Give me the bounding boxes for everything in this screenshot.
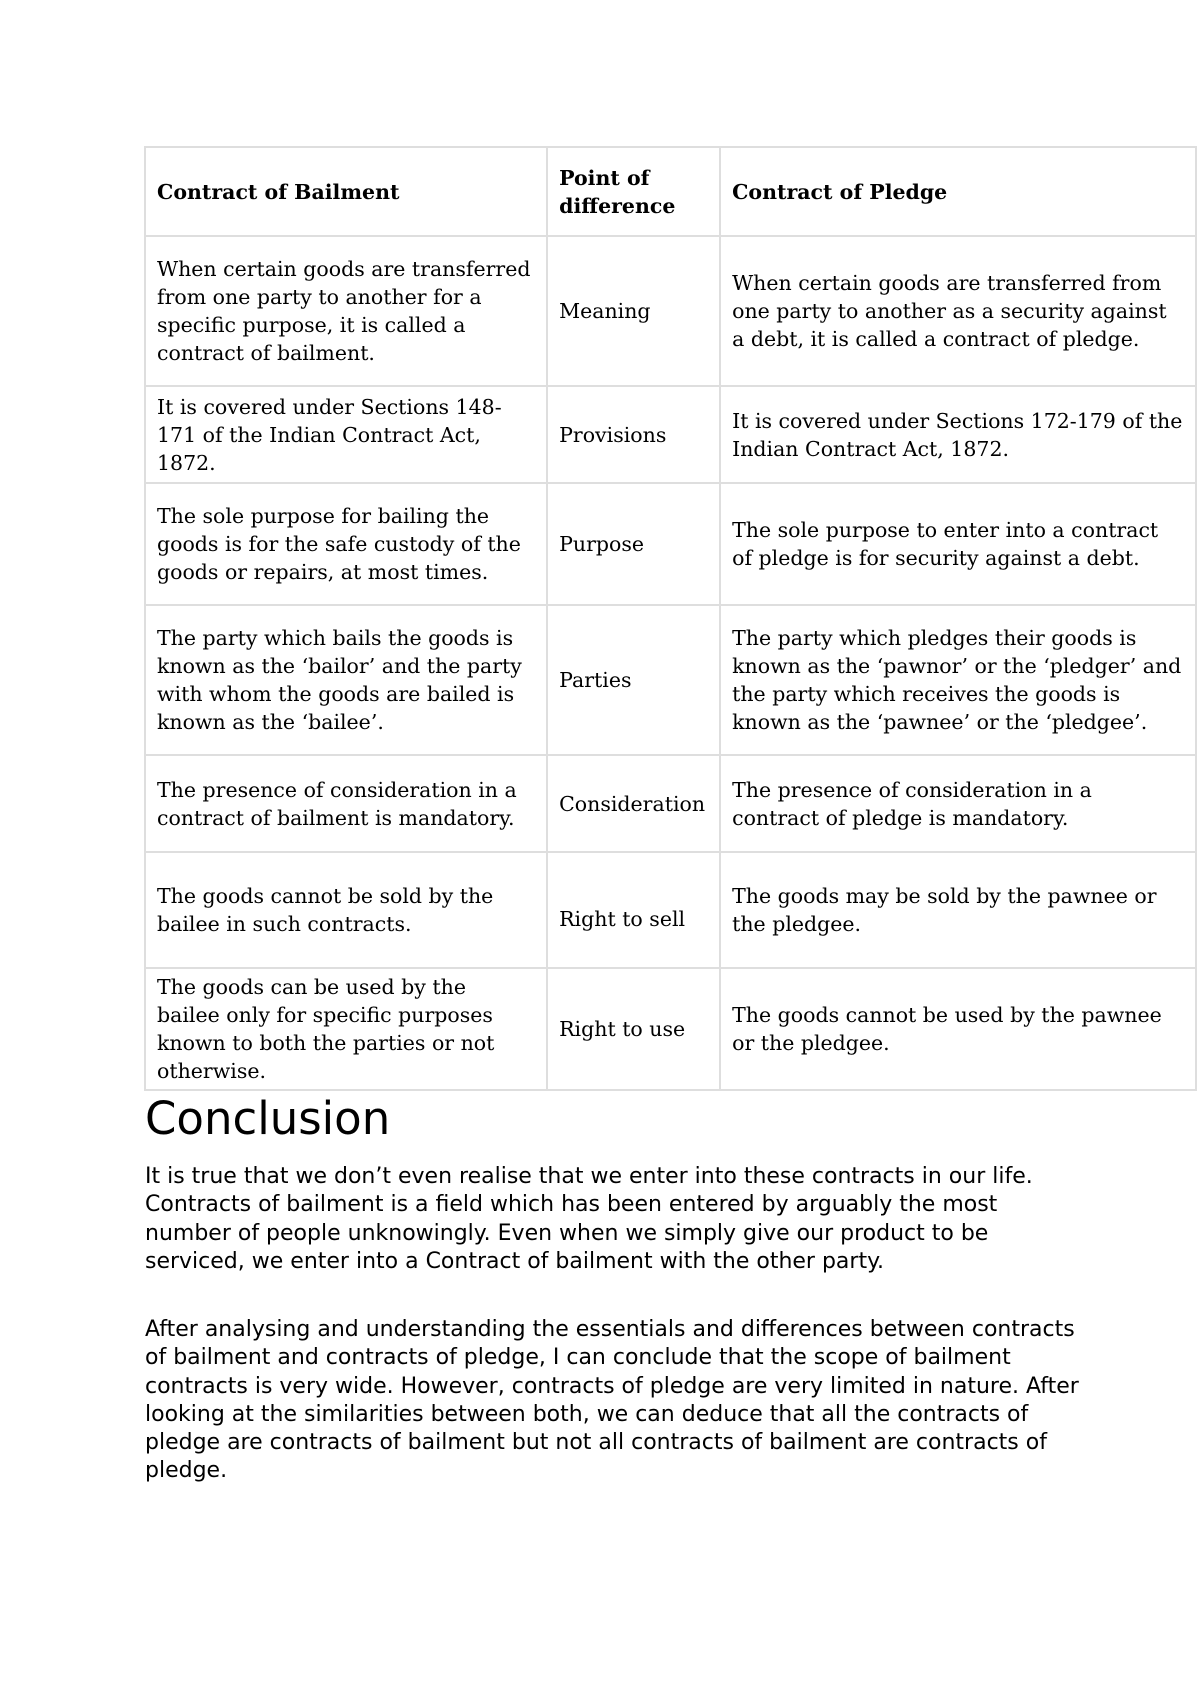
point-cell: Provisions bbox=[547, 386, 720, 483]
pledge-cell: When certain goods are transferred from one party to another as a security against a debt, it is called a contract of pledge. bbox=[720, 236, 1196, 386]
point-cell: Right to use bbox=[547, 968, 720, 1090]
table-row bbox=[145, 236, 1196, 386]
header-contract-of-bailment: Contract of Bailment bbox=[145, 147, 547, 236]
bailment-cell: The sole purpose for bailing the goods is for the safe custody of the goods or repairs, at most times. bbox=[145, 483, 547, 605]
point-cell: Right to sell bbox=[547, 852, 720, 968]
table-row bbox=[145, 605, 1196, 755]
conclusion-paragraph-2: After analysing and understanding the essentials and differences between contracts of bailment and contracts of pledge, I can conclude that the scope of bailment contracts is very wide. However, contracts of pledge are very limited in nature. After looking at the similarities between both, we can deduce that all the contracts of pledge are contracts of bailment but not all contracts of bailment are contracts of pledge. bbox=[145, 1317, 1079, 1484]
conclusion-heading: Conclusion bbox=[145, 1092, 391, 1145]
point-cell: Purpose bbox=[547, 483, 720, 605]
table-row bbox=[145, 483, 1196, 605]
bailment-cell: When certain goods are transferred from one party to another for a specific purpose, it is called a contract of bailment. bbox=[145, 236, 547, 386]
table-row bbox=[145, 852, 1196, 968]
table-row bbox=[145, 755, 1196, 852]
pledge-cell: The party which pledges their goods is known as the ‘pawnor’ or the ‘pledger’ and the party which receives the goods is known as the ‘pawnee’ or the ‘pledgee’. bbox=[720, 605, 1196, 755]
table-header-row bbox=[145, 147, 1196, 236]
bailment-cell: The party which bails the goods is known as the ‘bailor’ and the party with whom the goods are bailed is known as the ‘bailee’. bbox=[145, 605, 547, 755]
pledge-cell: The goods may be sold by the pawnee or the pledgee. bbox=[720, 852, 1196, 968]
point-cell: Parties bbox=[547, 605, 720, 755]
bailment-cell: The goods cannot be sold by the bailee in such contracts. bbox=[145, 852, 547, 968]
point-cell: Consideration bbox=[547, 755, 720, 852]
bailment-cell: It is covered under Sections 148-171 of the Indian Contract Act, 1872. bbox=[145, 386, 547, 483]
table-row bbox=[145, 968, 1196, 1090]
pledge-cell: The sole purpose to enter into a contract of pledge is for security against a debt. bbox=[720, 483, 1196, 605]
comparison-table bbox=[144, 146, 1197, 1091]
bailment-cell: The presence of consideration in a contract of bailment is mandatory. bbox=[145, 755, 547, 852]
pledge-cell: The presence of consideration in a contract of pledge is mandatory. bbox=[720, 755, 1196, 852]
pledge-cell: It is covered under Sections 172-179 of the Indian Contract Act, 1872. bbox=[720, 386, 1196, 483]
table-row bbox=[145, 386, 1196, 483]
conclusion-paragraph-1: It is true that we don’t even realise that we enter into these contracts in our life. Contracts of bailment is a field which has been entered by arguably the most number of people unknowingly. Even when we simply give our product to be serviced, we enter into a Contract of bailment with the other party. bbox=[145, 1164, 1033, 1274]
pledge-cell: The goods cannot be used by the pawnee or the pledgee. bbox=[720, 968, 1196, 1090]
point-cell: Meaning bbox=[547, 236, 720, 386]
bailment-cell: The goods can be used by the bailee only for specific purposes known to both the parties or not otherwise. bbox=[145, 968, 547, 1090]
header-contract-of-pledge: Contract of Pledge bbox=[720, 147, 1196, 236]
header-point-of-difference: Point of difference bbox=[547, 147, 720, 236]
